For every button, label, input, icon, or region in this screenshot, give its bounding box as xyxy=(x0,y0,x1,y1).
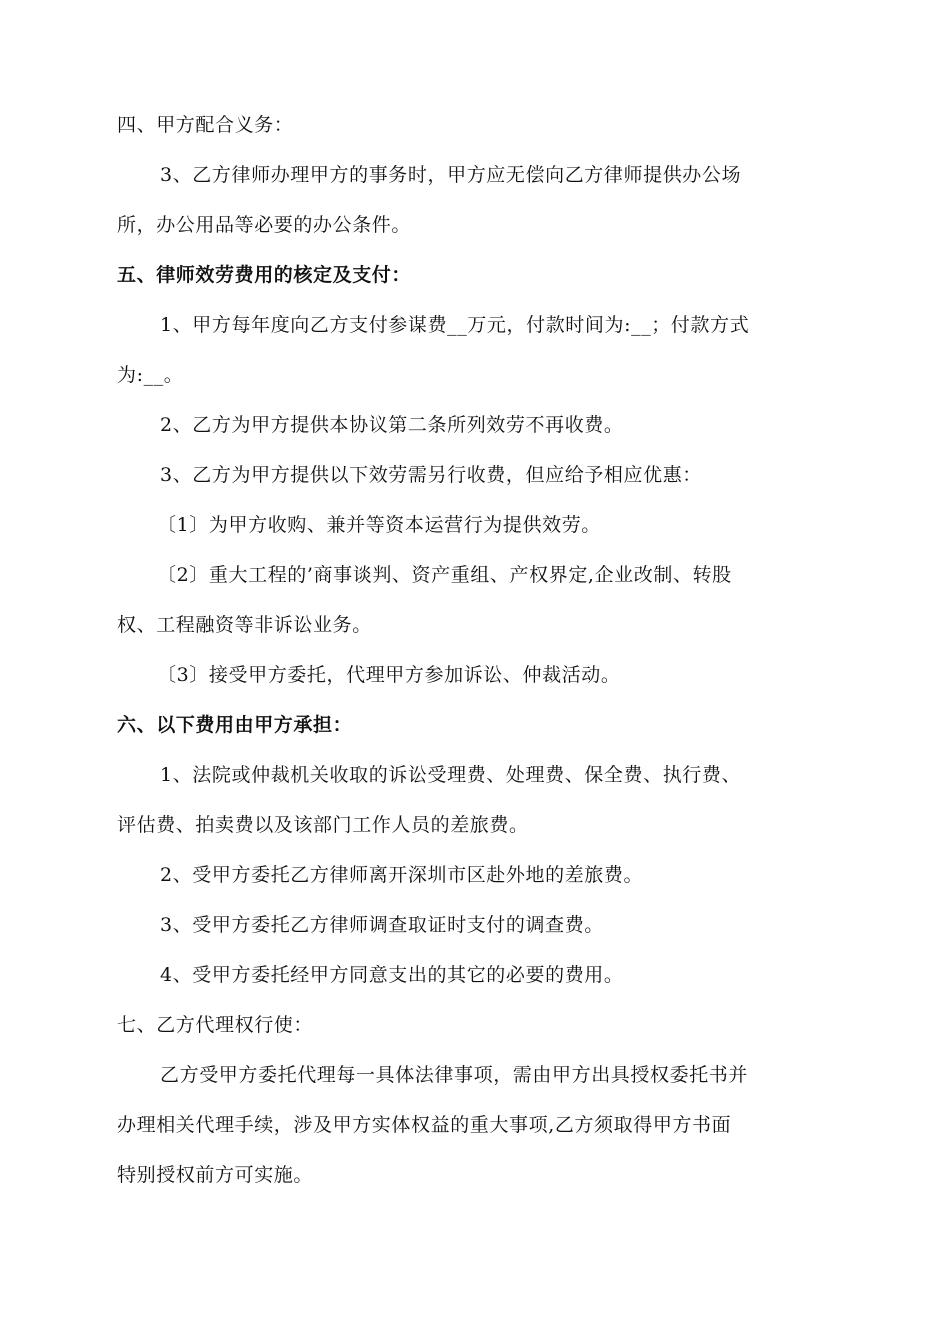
paragraph-line: 办理相关代理手续，涉及甲方实体权益的重大事项,乙方须取得甲方书面 xyxy=(117,1114,732,1136)
paragraph xyxy=(117,462,833,488)
paragraph-line: 1、法院或仲裁机关收取的诉讼受理费、处理费、保全费、执行费、 xyxy=(160,764,742,786)
paragraph xyxy=(117,662,833,688)
paragraph-line: 3、乙方为甲方提供以下效劳需另行收费，但应给予相应优惠： xyxy=(160,464,702,486)
paragraph-line: 乙方受甲方委托代理每一具体法律事项，需由甲方出具授权委托书并 xyxy=(160,1064,749,1086)
paragraph xyxy=(117,762,833,838)
section-heading-5: 五、律师效劳费用的核定及支付： xyxy=(117,264,412,286)
section-heading-6: 六、以下费用由甲方承担： xyxy=(117,714,353,736)
paragraph-line: 2、受甲方委托乙方律师离开深圳市区赴外地的差旅费。 xyxy=(160,864,644,886)
paragraph xyxy=(117,1062,833,1188)
paragraph-line: 4、受甲方委托经甲方同意支出的其它的必要的费用。 xyxy=(160,964,624,986)
paragraph-line: 3、乙方律师办理甲方的事务时，甲方应无偿向乙方律师提供办公场 xyxy=(160,164,742,186)
paragraph-line: 2、乙方为甲方提供本协议第二条所列效劳不再收费。 xyxy=(160,414,624,436)
paragraph xyxy=(117,412,833,438)
paragraph-line: 评估费、拍卖费以及该部门工作人员的差旅费。 xyxy=(117,814,529,836)
paragraph xyxy=(117,562,833,638)
document-body xyxy=(117,112,833,1188)
paragraph-line: 〔3〕接受甲方委托，代理甲方参加诉讼、仲裁活动。 xyxy=(157,664,621,686)
paragraph-line: 3、受甲方委托乙方律师调查取证时支付的调查费。 xyxy=(160,914,604,936)
paragraph-line: 为:__。 xyxy=(117,364,184,386)
paragraph-line: 〔2〕重大工程的’商事谈判、资产重组、产权界定,企业改制、转股 xyxy=(157,564,732,586)
paragraph xyxy=(117,312,833,388)
paragraph xyxy=(117,962,833,988)
section-heading-7: 七、乙方代理权行使： xyxy=(117,1014,314,1036)
paragraph-line: 特别授权前方可实施。 xyxy=(117,1164,314,1186)
section-heading-4: 四、甲方配合义务： xyxy=(117,114,294,136)
paragraph-line: 权、工程融资等非诉讼业务。 xyxy=(117,614,372,636)
paragraph-line: 〔1〕为甲方收购、兼并等资本运营行为提供效劳。 xyxy=(157,514,601,536)
paragraph-line: 所，办公用品等必要的办公条件。 xyxy=(117,214,412,236)
paragraph xyxy=(117,162,833,238)
paragraph xyxy=(117,862,833,888)
paragraph-line: 1、甲方每年度向乙方支付参谋费__万元，付款时间为:__；付款方式 xyxy=(160,314,750,336)
paragraph xyxy=(117,912,833,938)
paragraph xyxy=(117,512,833,538)
